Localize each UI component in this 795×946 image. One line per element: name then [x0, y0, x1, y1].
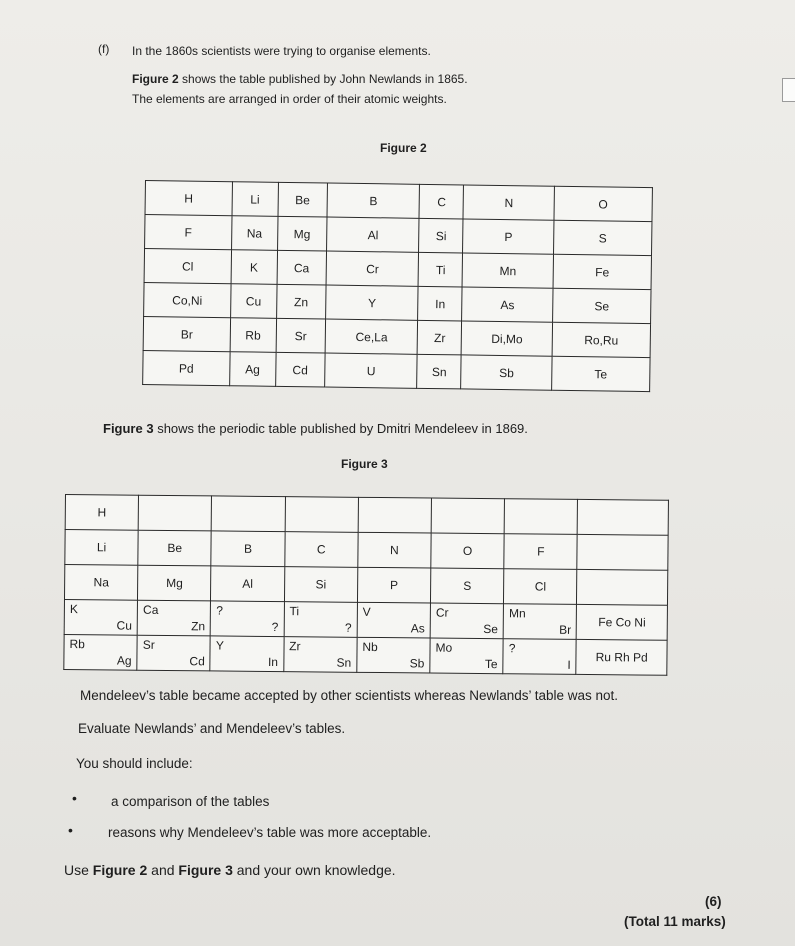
use-text-1: Use	[64, 862, 93, 878]
newlands-cell: Ca	[277, 250, 327, 285]
newlands-cell: Te	[552, 356, 651, 391]
use-text-3: and your own knowledge.	[232, 862, 396, 878]
newlands-cell: Cr	[326, 251, 419, 286]
newlands-cell: Al	[327, 217, 420, 252]
newlands-cell: H	[145, 181, 232, 216]
mendeleev-element-top: Zr	[289, 639, 301, 654]
mendeleev-cell: Mg	[138, 565, 212, 601]
mendeleev-cell: N	[358, 532, 432, 568]
include-text: You should include:	[76, 756, 193, 771]
mendeleev-element-top: K	[69, 602, 78, 617]
mendeleev-element-bottom: ?	[344, 620, 352, 635]
newlands-cell: Be	[278, 182, 328, 217]
mendeleev-element-top: ?	[216, 603, 224, 618]
page-edge-tab	[782, 78, 795, 102]
mendeleev-cell	[430, 603, 504, 639]
newlands-table	[142, 180, 653, 392]
mendeleev-cell: H	[65, 495, 139, 531]
newlands-cell: Si	[419, 218, 463, 253]
newlands-cell: Sr	[276, 318, 326, 353]
mendeleev-cell	[211, 601, 285, 637]
mendeleev-element-bottom: Sn	[336, 655, 352, 670]
evaluate-text: Evaluate Newlands’ and Mendeleev’s tables.	[78, 721, 346, 736]
newlands-cell: Ag	[229, 352, 275, 387]
mendeleev-cell: Cl	[504, 569, 578, 605]
mendeleev-cell	[138, 495, 212, 531]
mendeleev-row	[64, 599, 667, 640]
mendeleev-row	[64, 634, 667, 675]
newlands-cell: Cd	[275, 352, 325, 387]
use-fig3: Figure 3	[178, 862, 233, 878]
bullet-1-marker: •	[72, 790, 77, 806]
mendeleev-cell: O	[431, 533, 505, 569]
mendeleev-element-bottom: I	[567, 657, 571, 672]
use-fig2: Figure 2	[92, 862, 148, 878]
mendeleev-cell: Ru Rh Pd	[576, 639, 667, 675]
mendeleev-cell	[64, 634, 138, 670]
mendeleev-cell	[285, 497, 359, 533]
total-marks-label: (Total 11 marks)	[624, 914, 726, 929]
figure2-title: Figure 2	[380, 141, 427, 155]
newlands-row	[143, 350, 650, 391]
mendeleev-cell: P	[357, 567, 431, 603]
mendeleev-cell	[137, 600, 211, 636]
mendeleev-cell: Na	[64, 565, 138, 601]
mendeleev-cell	[504, 499, 578, 535]
mendeleev-cell: B	[211, 531, 285, 567]
bullet-2-marker: •	[68, 822, 73, 838]
use-figures-text	[64, 862, 396, 878]
mendeleev-cell	[430, 638, 504, 674]
mendeleev-cell	[577, 569, 668, 605]
mendeleev-cell	[284, 602, 358, 638]
newlands-cell: Cu	[230, 284, 276, 319]
mendeleev-cell: C	[284, 532, 358, 568]
newlands-cell: Y	[326, 285, 419, 320]
mendeleev-cell	[137, 635, 211, 671]
figure3-ref: Figure 3	[103, 421, 154, 436]
mendeleev-cell	[283, 637, 357, 673]
newlands-cell: Mg	[277, 216, 327, 251]
mendeleev-cell	[64, 599, 138, 635]
mendeleev-row	[65, 530, 668, 571]
newlands-cell: Br	[143, 316, 230, 351]
newlands-cell: In	[418, 286, 462, 321]
mendeleev-element-top: Mn	[509, 606, 526, 621]
mendeleev-table	[63, 494, 669, 676]
use-text-2: and	[147, 862, 179, 878]
figure3-title: Figure 3	[341, 457, 388, 471]
newlands-cell: O	[554, 186, 653, 221]
newlands-cell: Ce,La	[325, 319, 418, 354]
mendeleev-cell	[431, 498, 505, 534]
mendeleev-cell	[210, 636, 284, 672]
newlands-cell: Zr	[418, 320, 462, 355]
accepted-text: Mendeleev’s table became accepted by other scientists whereas Newlands’ table was not.	[80, 688, 619, 703]
mendeleev-element-top: Y	[215, 638, 225, 653]
mendeleev-element-bottom: Cu	[116, 618, 133, 633]
mendeleev-cell: F	[504, 534, 578, 570]
figure3-description	[103, 421, 528, 436]
figure3-desc-rest: shows the periodic table published by Dmitri Mendeleev in 1869.	[153, 421, 528, 436]
mendeleev-cell: Be	[138, 530, 212, 566]
bullet-2-text: reasons why Mendeleev’s table was more acceptable.	[108, 825, 432, 840]
mendeleev-element-bottom: Cd	[189, 654, 205, 669]
newlands-cell: C	[419, 184, 463, 219]
mendeleev-cell: Si	[284, 567, 358, 603]
newlands-cell: Pd	[143, 350, 230, 385]
newlands-cell: P	[463, 219, 554, 254]
newlands-cell: Cl	[144, 249, 231, 284]
newlands-cell: Li	[232, 182, 278, 217]
newlands-cell: Se	[552, 288, 651, 323]
newlands-cell: Co,Ni	[144, 282, 231, 317]
mendeleev-cell	[358, 497, 432, 533]
newlands-cell: Na	[231, 216, 277, 251]
mendeleev-cell	[503, 639, 577, 675]
newlands-cell: K	[231, 250, 277, 285]
newlands-cell: Sb	[461, 355, 552, 390]
figure2-description	[132, 72, 468, 86]
mendeleev-cell	[357, 637, 431, 673]
mendeleev-cell	[357, 602, 431, 638]
newlands-cell: Sn	[417, 354, 461, 389]
mendeleev-element-top: Rb	[69, 637, 85, 652]
mendeleev-cell	[577, 534, 668, 570]
newlands-cell: F	[145, 215, 232, 250]
mendeleev-element-top: Nb	[362, 639, 378, 655]
mendeleev-row	[64, 565, 667, 606]
marks-label: (6)	[705, 894, 722, 909]
mendeleev-cell	[578, 499, 669, 535]
question-number: (f)	[98, 42, 110, 56]
newlands-cell: Rb	[230, 318, 276, 353]
figure2-ref: Figure 2	[132, 72, 179, 86]
mendeleev-element-bottom: In	[267, 654, 279, 670]
mendeleev-element-bottom: ?	[271, 619, 279, 635]
mendeleev-element-top: ?	[508, 641, 516, 656]
newlands-cell: Di,Mo	[461, 321, 552, 356]
mendeleev-cell: Al	[211, 566, 285, 602]
bullet-1-text: a comparison of the tables	[111, 794, 270, 809]
mendeleev-element-top: Cr	[435, 605, 449, 620]
mendeleev-cell: S	[430, 568, 504, 604]
mendeleev-element-bottom: Sb	[409, 656, 425, 671]
mendeleev-element-top: Ti	[289, 604, 300, 619]
mendeleev-cell: Li	[65, 530, 139, 566]
mendeleev-element-bottom: Zn	[191, 619, 206, 634]
mendeleev-element-top: V	[362, 604, 371, 619]
newlands-cell: Zn	[276, 284, 326, 319]
newlands-cell: N	[463, 185, 554, 220]
newlands-cell: B	[327, 183, 420, 218]
newlands-cell: Fe	[553, 254, 652, 289]
order-text: The elements are arranged in order of their atomic weights.	[132, 92, 447, 106]
intro-text: In the 1860s scientists were trying to organise elements.	[132, 44, 431, 58]
newlands-cell: Ti	[419, 252, 463, 287]
mendeleev-element-top: Ca	[143, 602, 159, 617]
mendeleev-element-top: Sr	[142, 637, 155, 652]
mendeleev-element-bottom: Br	[559, 622, 572, 637]
mendeleev-element-bottom: Se	[483, 622, 499, 637]
figure2-desc-rest: shows the table published by John Newlands in 1865.	[178, 72, 468, 86]
newlands-cell: As	[462, 287, 553, 322]
mendeleev-element-bottom: Te	[484, 657, 498, 672]
mendeleev-element-bottom: Ag	[116, 653, 132, 668]
newlands-cell: S	[553, 220, 652, 255]
mendeleev-element-bottom: As	[410, 621, 425, 636]
mendeleev-cell	[212, 496, 286, 532]
mendeleev-element-top: Mo	[435, 640, 453, 655]
mendeleev-row	[65, 495, 668, 536]
newlands-cell: U	[325, 353, 418, 388]
newlands-cell: Mn	[462, 253, 553, 288]
newlands-cell: Ro,Ru	[552, 322, 651, 357]
mendeleev-cell: Fe Co Ni	[577, 604, 668, 640]
mendeleev-cell	[503, 604, 577, 640]
